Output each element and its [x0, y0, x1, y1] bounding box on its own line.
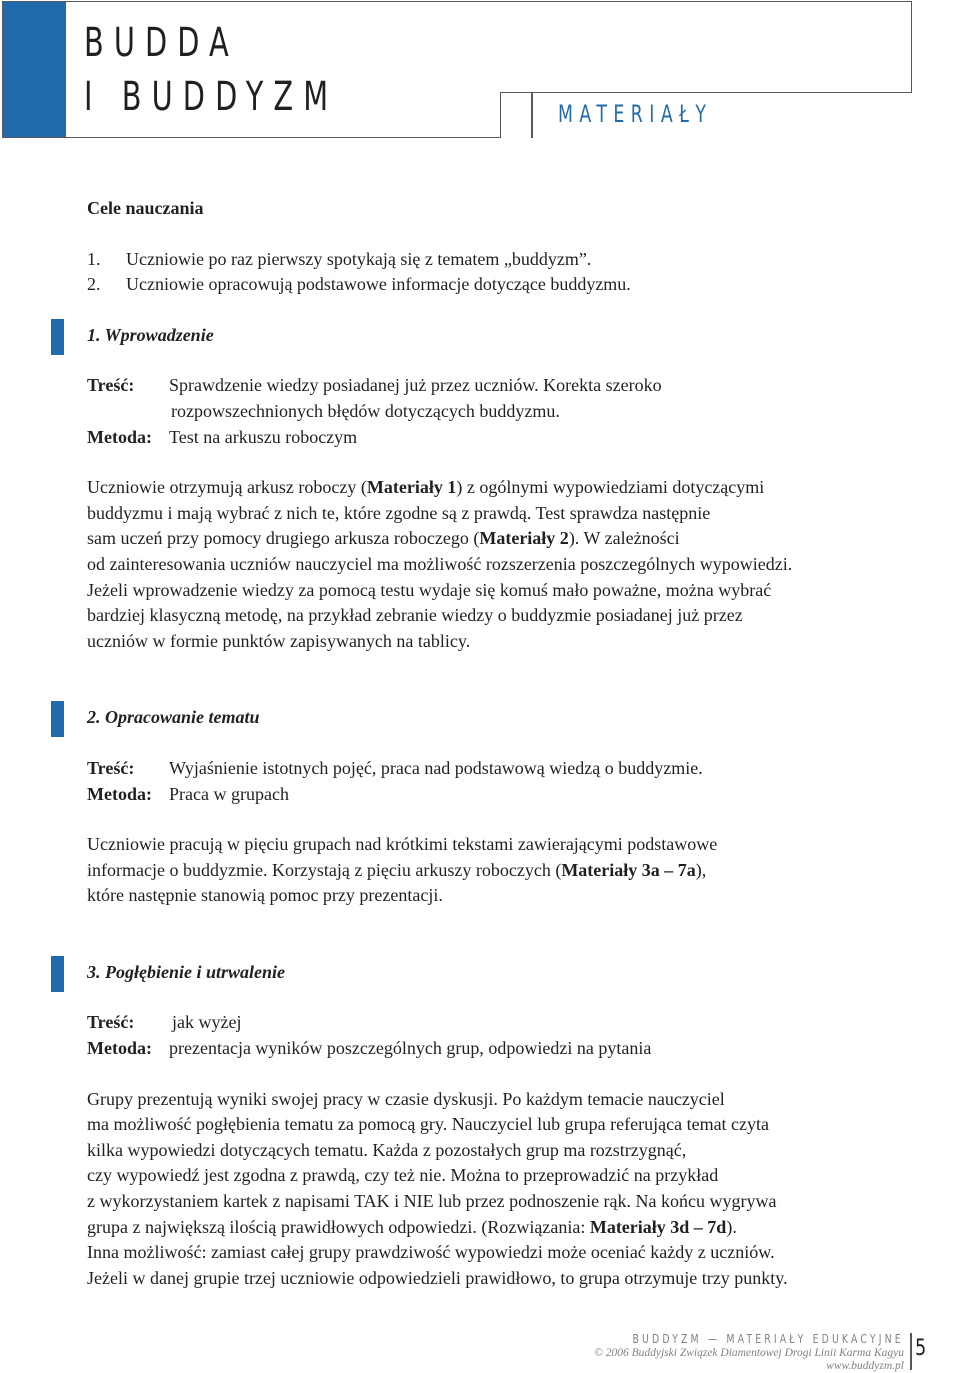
section-2-paragraph: Uczniowie pracują w pięciu grupach nad krótkimi tekstami zawierającymi podstawowe informacje o buddyzmie. Korzystają z pięciu arkuszy roboczych (Materiały 3a – 7a), które następnie stanowią pomoc przy prezentacji.	[87, 834, 718, 906]
footer-series: BUDDYZM — MATERIAŁY EDUKACYJNE	[632, 1332, 904, 1346]
title-line-1: BUDDA	[84, 20, 239, 66]
content-label: Treść:	[87, 375, 135, 396]
content-value: Wyjaśnienie istotnych pojęć, praca nad podstawową wiedzą o buddyzmie.	[169, 757, 703, 778]
method-value: prezentacja wyników poszczególnych grup, odpowiedzi na pytania	[169, 1038, 652, 1059]
materials-label: MATERIAŁY	[558, 100, 713, 128]
document-title	[84, 16, 338, 124]
footer-copyright: © 2006 Buddyjski Związek Diamentowej Drogi Linii Karma Kagyu	[594, 1347, 904, 1359]
material-ref: Materiały 1	[366, 477, 457, 498]
objectives-heading: Cele nauczania	[87, 198, 204, 218]
list-item-text: Uczniowie opracowują podstawowe informacje dotyczące buddyzmu.	[126, 274, 631, 295]
material-ref: Materiały 3a – 7a	[561, 859, 696, 880]
section-1-paragraph: Uczniowie otrzymują arkusz roboczy (Materiały 1) z ogólnymi wypowiedziami dotyczącymi buddyzmu i mają wybrać z nich te, które zgodne są z prawdą. Test sprawdza następnie sam uczeń przy pomocy drugiego arkusza roboczego (Materiały 2). W zależności od zainteresowania uczniów nauczyciel ma możliwość rozszerzenia poszczególnych wypowiedzi. Jeżeli wprowadzenie wiedzy za pomocą testu wydaje się komuś mało poważne, można wybrać bardziej klasyczną metodę, na przykład zebranie wiedzy o buddyzmie posiadanej już przez uczniów w formie punktów zapisywanych na tablicy.	[87, 477, 793, 651]
footer-url: www.buddyzm.pl	[826, 1360, 904, 1372]
section-marker	[51, 319, 64, 355]
objectives-list	[87, 247, 887, 298]
footer	[556, 1331, 904, 1373]
content-value: jak wyżej	[172, 1012, 242, 1033]
method-label: Metoda:	[87, 1038, 152, 1059]
title-line-2: I BUDDYZM	[84, 74, 339, 120]
page-content	[87, 196, 887, 1291]
section-title-text: 3. Pogłębienie i utrwalenie	[87, 961, 285, 982]
material-ref: Materiały 3d – 7d	[589, 1216, 727, 1237]
list-item	[87, 272, 887, 298]
content-label: Treść:	[87, 1012, 135, 1033]
list-item-number: 1.	[87, 248, 101, 269]
method-label: Metoda:	[87, 783, 152, 804]
section-3-title	[87, 960, 887, 986]
section-marker	[51, 956, 64, 992]
list-item	[87, 247, 887, 273]
material-ref: Materiały 2	[479, 528, 569, 549]
section-3-meta	[87, 1010, 887, 1061]
materials-tab-divider	[531, 92, 533, 138]
method-value: Praca w grupach	[169, 783, 289, 804]
section-2-meta	[87, 756, 887, 807]
method-label: Metoda:	[87, 426, 152, 447]
section-1-title	[87, 323, 887, 349]
section-title-text: 1. Wprowadzenie	[87, 324, 214, 345]
page-number: 5	[915, 1336, 927, 1361]
section-1-meta	[87, 373, 887, 450]
header-accent-bar	[3, 2, 66, 137]
section-2-title	[87, 705, 887, 731]
content-value: Sprawdzenie wiedzy posiadanej już przez uczniów. Korekta szeroko rozpowszechnionych błędów dotyczących buddyzmu.	[169, 375, 662, 421]
content-label: Treść:	[87, 757, 135, 778]
section-3-paragraph: Grupy prezentują wyniki swojej pracy w czasie dyskusji. Po każdym temacie nauczyciel ma możliwość pogłębienia tematu za pomocą gry. Nauczyciel lub grupa referująca temat czyta kilka wypowiedzi dotyczących tematu. Każda z pozostałych grup ma rozstrzygnąć, czy wypowiedź jest zgodna z prawdą, czy też nie. Można to przeprowadzić na przykład z wykorzystaniem kartek z napisami TAK i NIE lub przez podnoszenie rąk. Na końcu wygrywa grupa z największą ilością prawidłowych odpowiedzi. (Rozwiązania: Materiały 3d – 7d). Inna możliwość: zamiast całej grupy prawdziwość wypowiedzi może oceniać każdy z uczniów. Jeżeli w danej grupie trzej uczniowie odpowiedzieli prawidłowo, to grupa otrzymuje trzy punkty.	[87, 1088, 788, 1288]
list-item-text: Uczniowie po raz pierwszy spotykają się z tematem „buddyzm”.	[126, 248, 592, 269]
method-value: Test na arkuszu roboczym	[169, 426, 358, 447]
list-item-number: 2.	[87, 274, 101, 295]
footer-divider	[910, 1333, 912, 1370]
section-title-text: 2. Opracowanie tematu	[87, 707, 260, 728]
section-marker	[51, 701, 64, 737]
